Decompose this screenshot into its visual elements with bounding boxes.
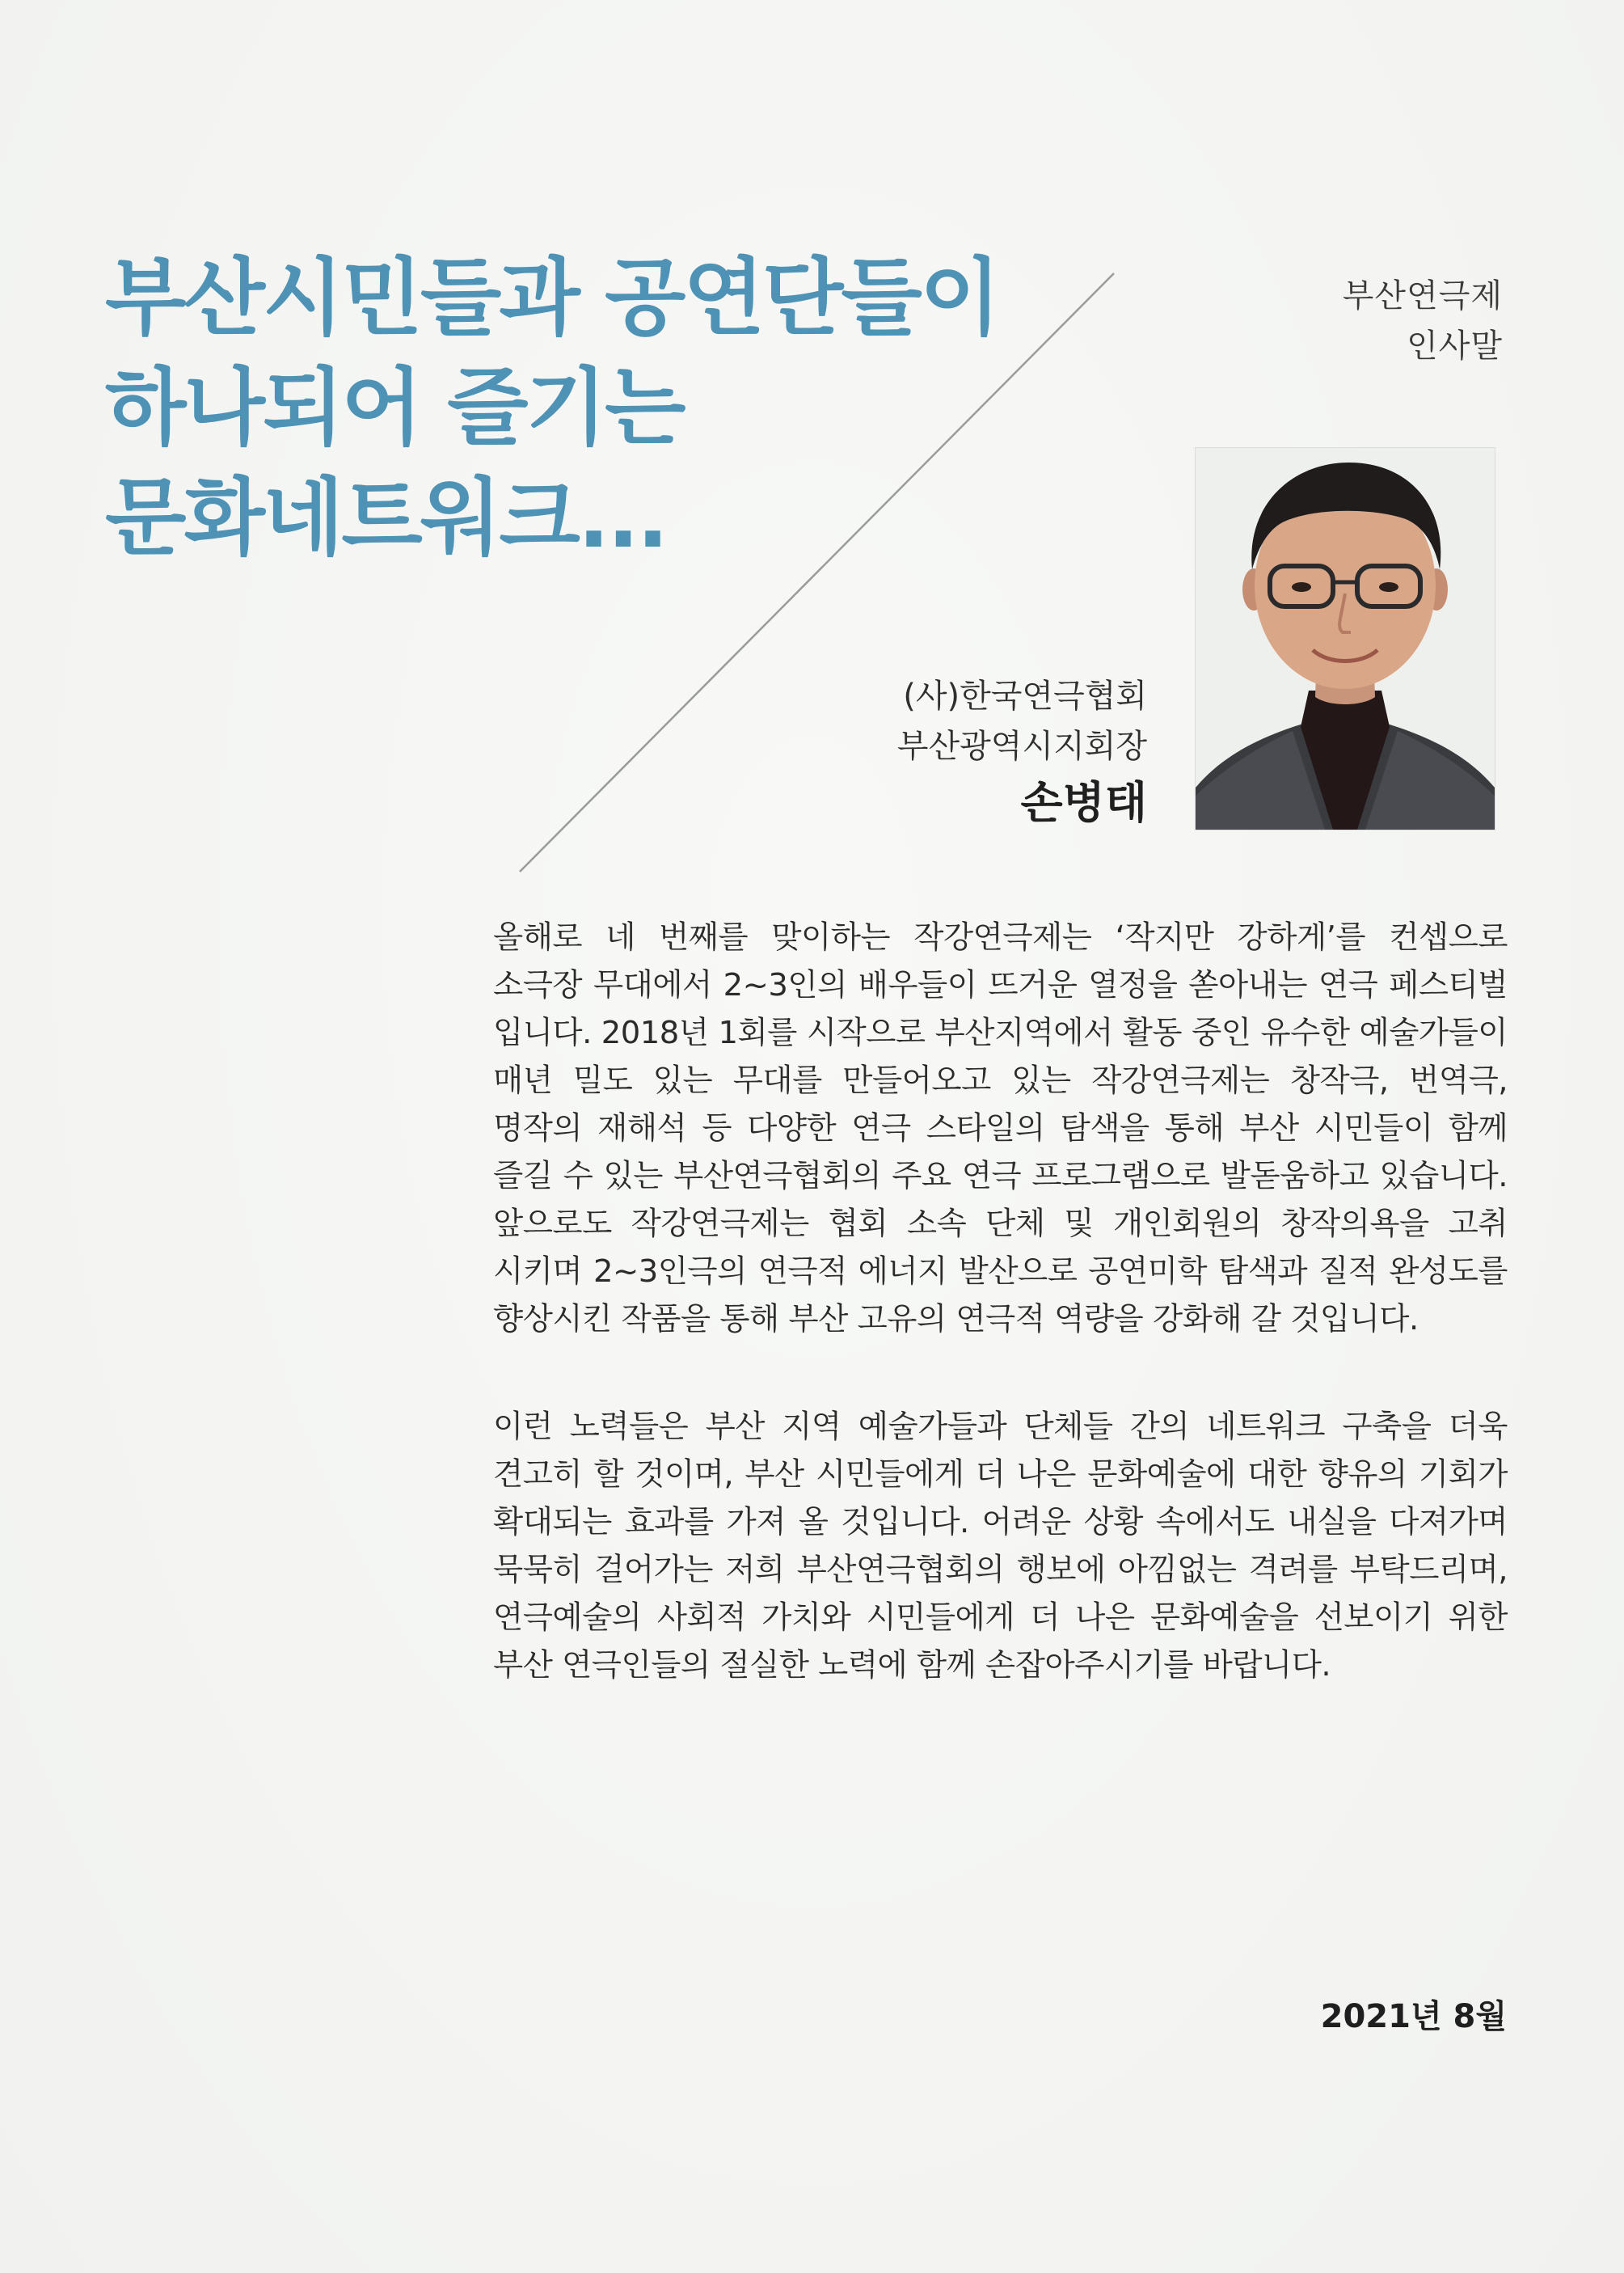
section-label-line-1: 부산연극제	[1342, 277, 1503, 315]
headline-line-2: 하나되어 즐기는	[105, 358, 684, 457]
section-label-line-2: 인사말	[1407, 327, 1503, 365]
paragraph-line: 매년 밀도 있는 무대를 만들어오고 있는 작강연극제는 창작극, 번역극,	[493, 1063, 1508, 1099]
paragraph-line: 소극장 무대에서 2~3인의 배우들이 뜨거운 열정을 쏟아내는 연극 페스티벌	[493, 967, 1508, 1003]
paragraph-line: 올해로 네 번째를 맞이하는 작강연극제는 ‘작지만 강하게’를 컨셉으로	[493, 919, 1508, 956]
paragraph-line: 앞으로도 작강연극제는 협회 소속 단체 및 개인회원의 창작의욕을 고취	[493, 1206, 1508, 1242]
headline-line-1: 부산시민들과 공연단들이	[105, 248, 999, 347]
headline	[105, 243, 1075, 572]
paragraph-line: 명작의 재해석 등 다양한 연극 스타일의 탐색을 통해 부산 시민들이 함께	[493, 1110, 1508, 1147]
paragraph-line: 향상시킨 작품을 통해 부산 고유의 연극적 역량을 강화해 갈 것입니다.	[493, 1301, 1419, 1337]
paragraph-line: 묵묵히 걸어가는 저희 부산연극협회의 행보에 아낌없는 격려를 부탁드리며,	[493, 1552, 1508, 1588]
section-label	[1343, 271, 1503, 371]
paragraph-1	[493, 914, 1508, 1343]
date: 2021년 8월	[1320, 1998, 1507, 2035]
paragraph-line: 이런 노력들은 부산 지역 예술가들과 단체들 간의 네트워크 구축을 더욱	[493, 1409, 1508, 1445]
headline-line-3: 문화네트워크...	[105, 468, 667, 567]
author-org-line-2: 부산광역시지회장	[896, 728, 1147, 765]
portrait-illustration	[1196, 448, 1495, 830]
paragraph-line: 확대되는 효과를 가져 올 것입니다. 어려운 상황 속에서도 내실을 다져가며	[493, 1504, 1508, 1540]
paragraph-line: 입니다. 2018년 1회를 시작으로 부산지역에서 활동 중인 유수한 예술가들이	[493, 1015, 1508, 1051]
paragraph-line: 견고히 할 것이며, 부산 시민들에게 더 나은 문화예술에 대한 향유의 기회가	[493, 1456, 1508, 1493]
paragraph-line: 시키며 2~3인극의 연극적 에너지 발산으로 공연미학 탐색과 질적 완성도를	[493, 1253, 1508, 1290]
paragraph-line: 부산 연극인들의 절실한 노력에 함께 손잡아주시기를 바랍니다.	[493, 1647, 1331, 1684]
body-text	[493, 914, 1508, 1689]
author-portrait-photo	[1195, 447, 1495, 830]
paragraph-line: 즐길 수 있는 부산연극협회의 주요 연극 프로그램으로 발돋움하고 있습니다.	[493, 1158, 1508, 1194]
author-block	[897, 671, 1147, 834]
paragraph-2	[493, 1403, 1508, 1689]
paragraph-line: 연극예술의 사회적 가치와 시민들에게 더 나은 문화예술을 선보이기 위한	[493, 1599, 1508, 1636]
author-name: 손병태	[1020, 777, 1147, 828]
author-org-line-1: (사)한국연극협회	[903, 678, 1147, 715]
